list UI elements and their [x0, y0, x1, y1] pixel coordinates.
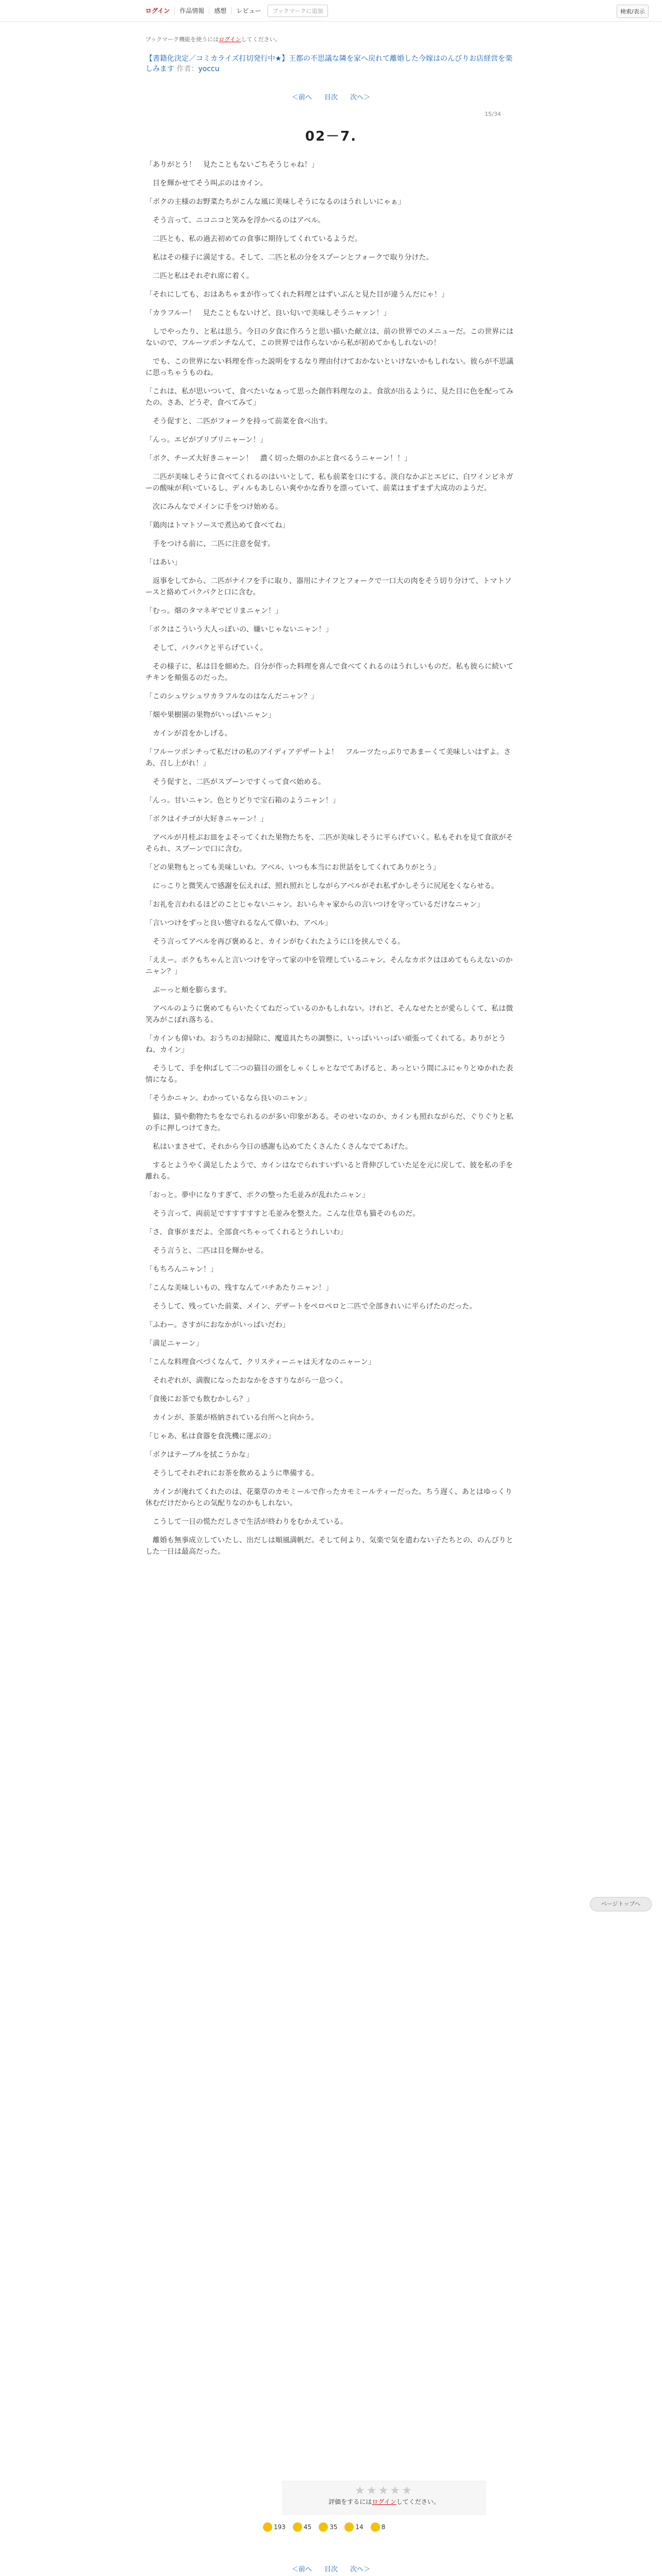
body-paragraph: にっこりと微笑んで感謝を伝えれば、照れ照れとしながらアベルがそれ私ずかしそうに尻尾をくならせる。 — [145, 882, 499, 890]
body-paragraph: 「ありがとう！ 見たこともないごちそうじゃね！」 — [145, 161, 319, 169]
body-paragraph: そうして、残っていた前菜、メイン、デザートをペロペロと二匹で全部きれいに平らげたのだった。 — [145, 1302, 477, 1311]
nav-reviews[interactable]: レビュー — [236, 7, 261, 14]
laugh-emoji-icon — [319, 2522, 328, 2532]
body-paragraph: 二匹が美味しそうに食べてくれるのはいいとして、私も前菜を口にする。淡白なかぶとエビに、白ワインビネガーの酸味が利いているし、ディルもあしらい爽やかな香りを漂っていて、前菜はまずまず大成功のようだ。 — [145, 473, 514, 493]
bookmark-add-button[interactable]: ブックマークに追加 — [268, 5, 327, 17]
body-paragraph: 「こんな料理食べづくなんて、クリスティーニャは天才なのニャーン」 — [145, 1358, 375, 1366]
body-paragraph: 「じゃあ、私は食器を食洗機に運ぶの」 — [145, 1432, 275, 1440]
body-paragraph: 「このシュワシュワカラフルなのはなんだニャン？」 — [145, 692, 318, 701]
body-paragraph: 「満足ニャーン」 — [145, 1340, 203, 1348]
display-settings-button[interactable]: 検索/表示 — [617, 5, 649, 18]
body-paragraph: 返事をしてから、二匹がナイフを手に取り、器用にナイフとフォークで一口大の肉をそう切り分けて、トマトソースと絡めてパクパクと口に含む。 — [145, 577, 512, 597]
body-paragraph: 「もちろんニャン！」 — [145, 1265, 218, 1274]
chapter-nav-top — [145, 92, 517, 101]
body-paragraph: 「ええー。ボクもちゃんと言いつけを守って家の中を管理しているニャン。そんなカボクはほめてもらえないのかニャン？」 — [145, 956, 513, 976]
body-paragraph: 「ボクはこういう大人っぽいの、嫌いじゃないニャン！」 — [145, 625, 333, 634]
body-paragraph: そう言って、両前足ですすすすすと毛並みを整えた。こんな仕草も猫そのものだ。 — [145, 1210, 420, 1218]
body-paragraph: そうして、手を伸ばして二つの猫目の頭をしゃくしゃとなでてあげると、あっという間にふにゃりとゆかれた表情になる。 — [145, 1064, 514, 1084]
toc-link[interactable]: 目次 — [324, 94, 338, 101]
author-label: 作者： — [176, 65, 198, 73]
body-paragraph: その様子に、私は目を細めた。自分が作った料理を喜んで食べてくれるのはうれしいものだ。私も彼らに続いてチキンを頬張るのだった。 — [145, 663, 514, 682]
reaction-count: 193 — [274, 2523, 286, 2531]
prev-link[interactable]: ＜前へ — [291, 2566, 312, 2573]
reaction-count: 45 — [303, 2523, 312, 2531]
body-paragraph: 「フルーツポンチって私だけの私のアイディアデザートよ！ フルーツたっぷりであまーくて美味しいはずよ。さあ、召し上がれ！」 — [145, 748, 511, 768]
body-paragraph: 「そうかニャン。わかっているなら良いのニャン」 — [145, 1094, 311, 1103]
body-paragraph: 二匹と私はそれぞれ席に着く。 — [145, 272, 254, 280]
reactions — [263, 2522, 385, 2532]
body-paragraph: そう促すと、二匹がスプーンですくって食べ始める。 — [145, 778, 326, 786]
prev-link[interactable]: ＜前へ — [291, 94, 312, 101]
body-paragraph: 「ボクはテーブルを拭こうかな」 — [145, 1451, 253, 1459]
body-paragraph: 「んっ。エビがプリプリニャーン！」 — [145, 436, 268, 444]
body-paragraph: 私はその様子に満足する。そして、二匹と私の分をスプーンとフォークで取り分けた。 — [145, 253, 434, 262]
nav-impressions[interactable]: 感想 — [209, 7, 231, 14]
thumbs-up-emoji-icon — [293, 2522, 302, 2532]
chapter-nav-bottom — [145, 2564, 517, 2573]
body-paragraph: そして、パクパクと平らげていく。 — [145, 644, 268, 652]
body-paragraph: 「お礼を言われるほどのことじゃないニャン。おいらキャ家からの言いつけを守っているだけなニャン」 — [145, 901, 484, 909]
header-bar — [0, 0, 662, 22]
body-paragraph: そうしてそれぞれにお茶を飲めるように準備する。 — [145, 1469, 319, 1478]
body-paragraph: 「食後にお茶でも飲むかしら？」 — [145, 1395, 254, 1403]
rating-login-link[interactable]: ログイン — [372, 2498, 396, 2505]
body-paragraph: でも、この世界にない料理を作った説明をするなり理由付けておかないといけないかもしれない。彼らが不思議に思っちゃうものね。 — [145, 358, 514, 377]
notice-text: してください。 — [241, 36, 281, 43]
page-count: 15/34 — [485, 111, 501, 117]
body-paragraph: 「鶏肉はトマトソースで煮込めて食べてね」 — [145, 521, 290, 530]
body-paragraph: 「どの果物もとっても美味しいわ。アベル、いつも本当にお世話をしてくれてありがとう」 — [145, 863, 440, 872]
body-paragraph: 「ボク、チーズ大好きニャーン！ 濃く切った畑のかぶと食べるうニャーン！！」 — [145, 454, 412, 463]
body-paragraph: 「言いつけをずっと良い態守れるなんて偉いわ、アベル」 — [145, 919, 333, 927]
body-paragraph: 「こんな美味しいもの、残すなんてバチあたりニャン！」 — [145, 1284, 333, 1292]
header-nav — [145, 5, 328, 17]
series-info — [145, 54, 517, 74]
reaction-3[interactable] — [319, 2522, 337, 2532]
page-top-button[interactable]: ページトップへ — [590, 1897, 652, 1911]
reaction-count: 8 — [381, 2523, 386, 2531]
novel-body — [145, 156, 517, 1561]
body-paragraph: 「はあい」 — [145, 558, 181, 567]
body-paragraph: そう言うと、二匹は目を輝かせる。 — [145, 1247, 268, 1255]
chapter-title: 02－7. — [305, 129, 357, 144]
body-paragraph: するとようやく満足したようで、カインはなでられすいずいると背伸びしていた足を元に戻して、彼を私の手を離れる。 — [145, 1161, 514, 1181]
author-link[interactable]: yoccu — [198, 65, 220, 73]
body-paragraph: 「カラフルー！ 見たこともないけど、良い匂いで美味しそうニャァン！」 — [145, 309, 391, 317]
notice-text: ブックマーク機能を使うには — [145, 36, 219, 43]
body-paragraph: 手をつける前に、二匹に注意を促す。 — [145, 540, 275, 548]
body-paragraph: 私はいまさせて、それから今日の感謝も込めてたくさんたくさんなでてあげた。 — [145, 1143, 412, 1151]
nav-work-info[interactable]: 作品情報 — [175, 7, 209, 14]
body-paragraph: しでやったり、と私は思う。今日の夕食に作ろうと思い描いた献立は、前の世界でのメニューだ。この世界にはないので、フルーツポンチなんて、この世界では作らないから私が初めてかもしれないの！ — [145, 328, 514, 347]
body-paragraph: 目を輝かせてそう叫ぶのはカイン。 — [145, 179, 268, 188]
body-paragraph: 「むっ。畑のタマネギでビリまニャン！」 — [145, 607, 283, 615]
rating-note-text: 評価をするには — [328, 2498, 372, 2505]
body-paragraph: そう言ってアベルを再び褒めると、カインがむくれたように口を挟んでくる。 — [145, 938, 405, 946]
reaction-count: 35 — [329, 2523, 338, 2531]
body-paragraph: アベルのように褒めてもらいたくてねだっているのかもしれない。けれど、そんなせたとが愛らしくて、私は微笑みがこぼれ落ちる。 — [145, 1005, 514, 1024]
body-paragraph: カインが首をかしげる。 — [145, 730, 232, 738]
body-paragraph: 「ボクの主様のお野菜たちがこんな風に美味しそうになるのはうれしいにゃぁ」 — [145, 198, 405, 206]
body-paragraph: 「これは、私が思いついて、食べたいなぁって思った創作料理なのよ。食欲が出るように、見た目に色を配ってみたの。さあ、どうぞ、食べてみて」 — [145, 387, 514, 407]
series-title-link[interactable]: 【書籍化決定／コミカライズ打切発行中★】王都の不思議な隣を家へ戻れて離婚した今嫁はのんびりお店経営を楽しみます — [145, 55, 512, 73]
body-paragraph: 離婚も無事成立していたし、出だしは順風満帆だ。そして何より、気楽で気を遣わない子たちとの、のんびりとした一日は最高だった。 — [145, 1536, 514, 1556]
body-paragraph: 「さ、食事がまだよ。全部食べちゃってくれるとうれしいわ」 — [145, 1228, 347, 1236]
rating-note-text: してください。 — [396, 2498, 440, 2505]
reaction-2[interactable] — [293, 2522, 311, 2532]
body-paragraph: 「んっ。甘いニャン。色とりどりで宝石箱のようニャン！」 — [145, 796, 340, 805]
login-link[interactable]: ログイン — [145, 7, 175, 14]
body-paragraph: 「それにしても、おはあちゃまが作ってくれた料理とはずいぶんと見た目が違うんだにゃ！」 — [145, 291, 449, 299]
reaction-1[interactable] — [263, 2522, 286, 2532]
notice-login-link[interactable]: ログイン — [219, 36, 241, 43]
next-link[interactable]: 次へ＞ — [350, 2566, 371, 2573]
body-paragraph: 次にみんなでメインに手をつけ始める。 — [145, 503, 283, 511]
body-paragraph: それぞれが、満腹になったおなかをさすりながら一息つく。 — [145, 1377, 347, 1385]
rating-stars[interactable]: ★★★★★ — [355, 2484, 413, 2497]
body-paragraph: 「ボクはイチゴが大好きニャーン！」 — [145, 815, 268, 823]
reaction-4[interactable] — [344, 2522, 363, 2532]
body-paragraph: 「畑や果樹園の果物がいっぱいニャン」 — [145, 711, 275, 719]
body-paragraph: そう促すと、二匹がフォークを持って前菜を食べ出す。 — [145, 417, 333, 426]
login-notice-top — [145, 35, 517, 43]
rating-note — [283, 2497, 485, 2506]
rating-box — [283, 2481, 486, 2515]
body-paragraph: 猫は、猫や動物たちをなでられるのが多い印象がある。そのせいなのか、カインも照れながらだ、ぐりぐりと私の手に押しつけてきた。 — [145, 1113, 514, 1132]
body-paragraph: 二匹とも、私の過去初めての食事に期待してくれているようだ。 — [145, 235, 362, 243]
body-paragraph: 「おっと。夢中になりすぎて、ボクの整った毛並みが乱れたニャン」 — [145, 1191, 369, 1199]
body-paragraph: 「ふわー。さすがにおなかがいっぱいだわ」 — [145, 1321, 290, 1329]
body-paragraph: ぷーっと頬を膨らます。 — [145, 986, 231, 994]
body-paragraph: アベルが月桂ぶお皿をよそってくれた果物たちを、二匹が美味しそうに平らげていく。私もそれを見て食欲がそそられ、スプーンで口に含む。 — [145, 834, 514, 853]
next-link[interactable]: 次へ＞ — [350, 94, 371, 101]
cry-emoji-icon — [371, 2522, 380, 2532]
surprise-emoji-icon — [344, 2522, 354, 2532]
toc-link[interactable]: 目次 — [324, 2566, 338, 2573]
reaction-5[interactable] — [371, 2522, 386, 2532]
smile-emoji-icon — [263, 2522, 272, 2532]
body-paragraph: カインが淹れてくれたのは、花薬草のカモミールで作ったカモミールティーだった。ちう遅く、あとはゆっくり休むだけだからとの気配りなのかもしれない。 — [145, 1488, 512, 1507]
body-paragraph: カインが、茶葉が格納されている台所へと向かう。 — [145, 1414, 319, 1422]
body-paragraph: こうして一日の慌ただしさで生活が終わりをむかえている。 — [145, 1518, 347, 1526]
body-paragraph: 「カインも偉いわ。おうちのお掃除に、魔道具たちの調整に、いっぱいいっぱい頑張ってくれてる。ありがとうね、カイン」 — [145, 1035, 506, 1054]
body-paragraph: そう言って、ニコニコと笑みを浮かべるのはアベル。 — [145, 216, 325, 225]
reaction-count: 14 — [355, 2523, 363, 2531]
